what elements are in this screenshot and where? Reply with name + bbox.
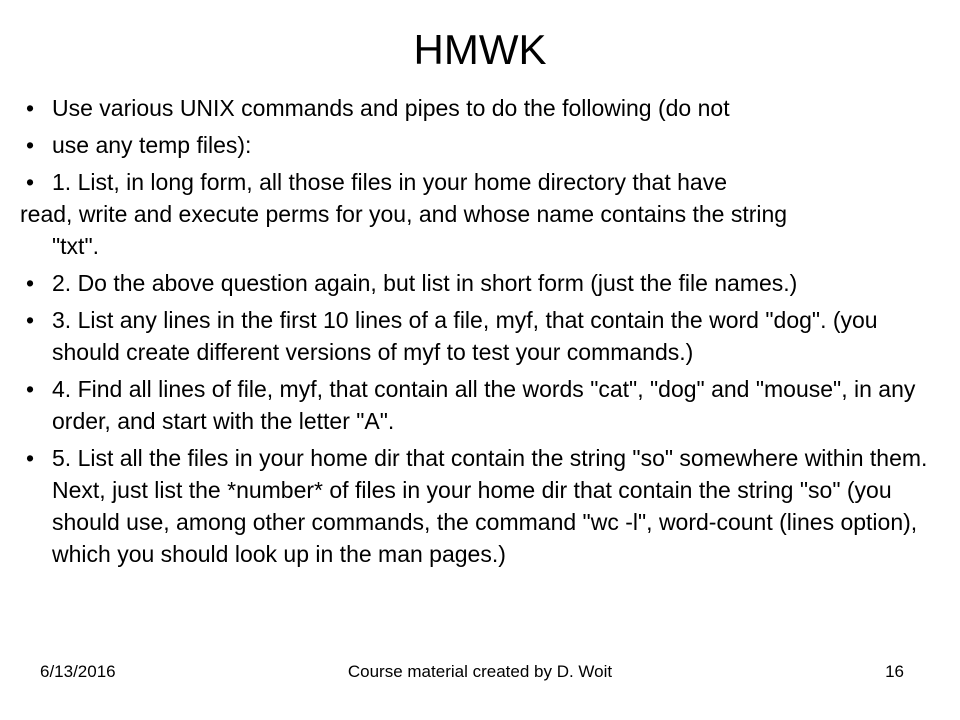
bullet-item: [20, 267, 940, 299]
continuation-line: read, write and execute perms for you, and whose name contains the string: [20, 201, 788, 227]
bullet-marker: •: [26, 95, 35, 121]
bullet-marker: •: [26, 169, 35, 195]
footer-credit: Course material created by D. Woit: [347, 662, 613, 681]
bullet-text: 2. Do the above question again, but list in short form (just the file names.): [52, 270, 798, 296]
bullet-text: 4. Find all lines of file, myf, that contain all the words "cat", "dog" and "mouse", in any order, and start with the letter "A".: [52, 376, 916, 434]
bullet-text: 3. List any lines in the first 10 lines of a file, myf, that contain the word "dog". (you should create different versions of myf to test your commands.): [52, 307, 878, 365]
bullet-item: [20, 129, 940, 161]
bullet-marker: •: [26, 132, 35, 158]
bullet-item: [20, 166, 940, 198]
slide-number: 16: [885, 662, 904, 681]
bullet-text: 1. List, in long form, all those files in your home directory that have: [52, 169, 727, 195]
bullet-item: [20, 304, 940, 368]
bullet-text: 5. List all the files in your home dir that contain the string "so" somewhere within them. Next, just list the *number* of files in your home dir that contain the string "so" (you should use, among other commands, the command "wc -l", word-count (lines option), which you should look up in the man pages.): [52, 445, 928, 567]
bullet-text: use any temp files):: [52, 132, 252, 158]
continuation-line: "txt".: [52, 233, 99, 259]
bullet-item: [20, 373, 940, 437]
slide-title: HMWK: [413, 26, 547, 73]
bullet-item: [20, 92, 940, 124]
bullet-marker: •: [26, 445, 35, 471]
bullet-marker: •: [26, 307, 35, 333]
slide-body: [20, 92, 940, 575]
bullet-marker: •: [26, 376, 35, 402]
bullet-text: Use various UNIX commands and pipes to do the following (do not: [52, 95, 730, 121]
continuation-paragraph: [20, 198, 940, 262]
footer-date: 6/13/2016: [40, 662, 116, 681]
bullet-marker: •: [26, 270, 35, 296]
bullet-item: [20, 442, 940, 570]
